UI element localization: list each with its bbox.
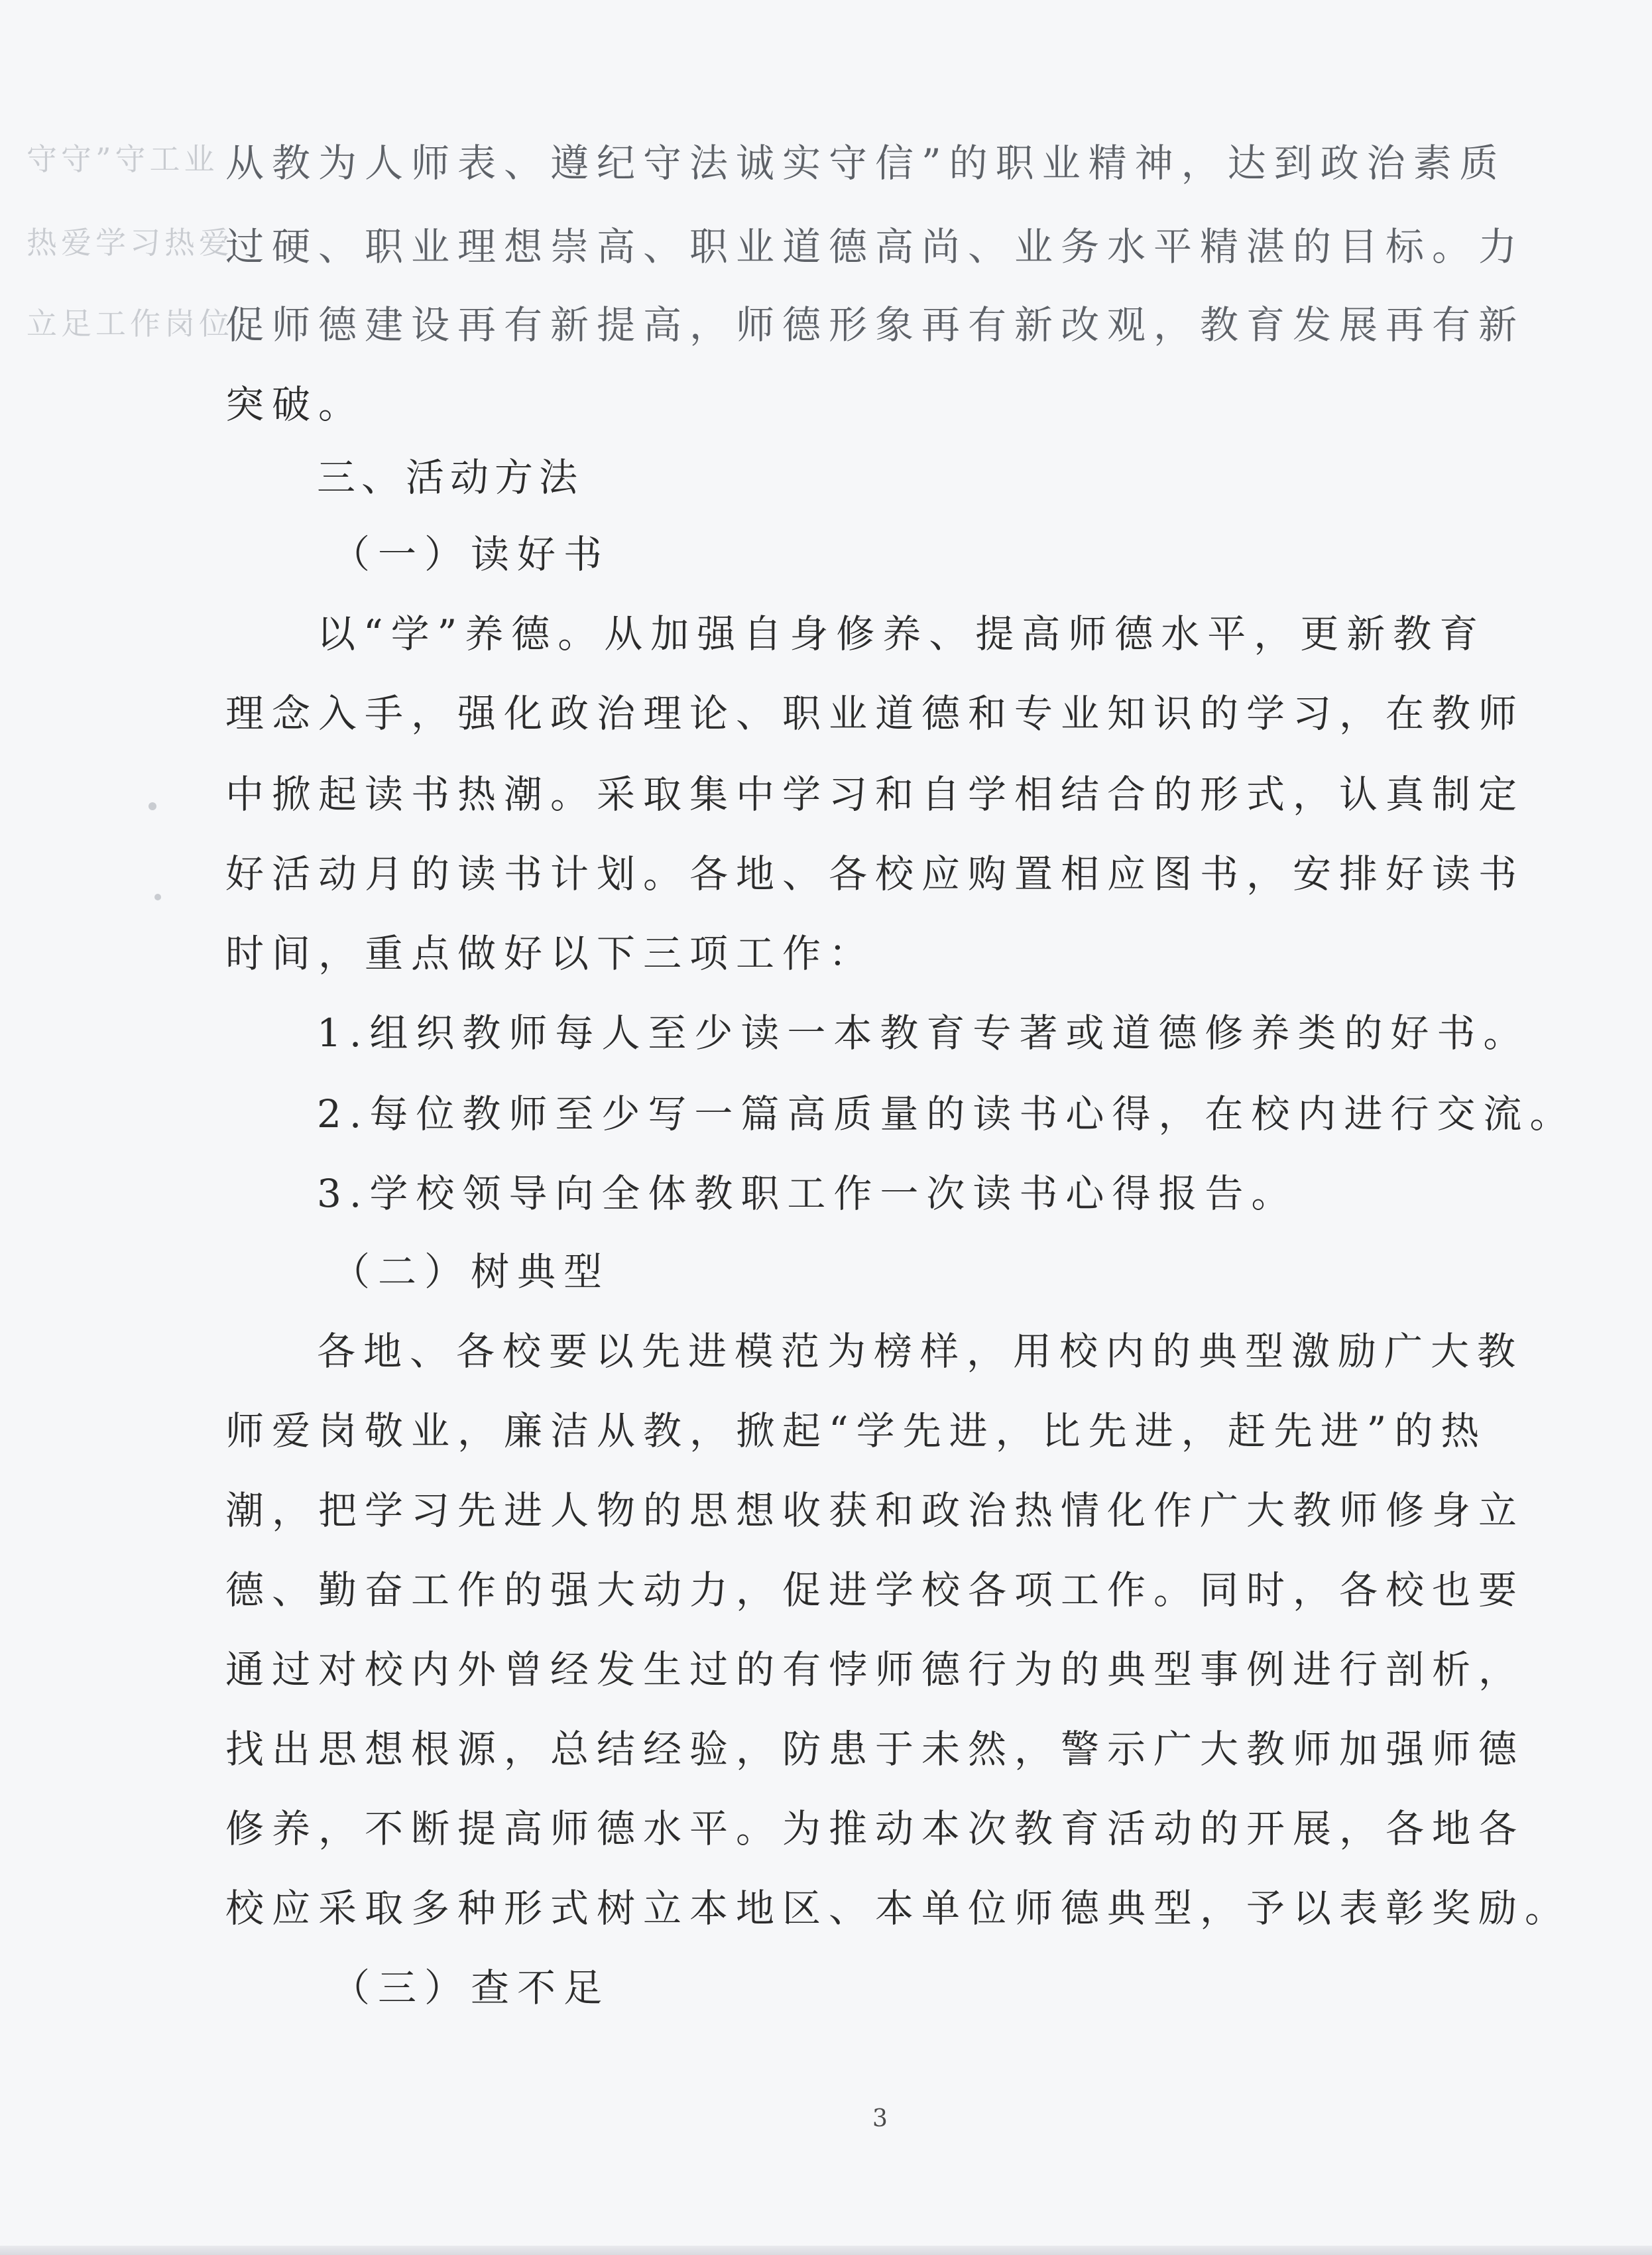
body-text-line: 从教为人师表、遵纪守法诚实守信”的职业精神，达到政治素质 xyxy=(225,141,1506,186)
body-text-line: 师爱岗敬业，廉洁从教，掀起“学先进，比先进，赶先进”的热 xyxy=(225,1408,1488,1453)
subsection-title: （一）读好书 xyxy=(331,532,611,577)
body-text-line: 中掀起读书热潮。采取集中学习和自学相结合的形式，认真制定 xyxy=(225,772,1525,817)
subsection-title: （二）树典型 xyxy=(331,1249,611,1294)
body-text-line: 突破。 xyxy=(225,382,365,427)
body-text-line: 理念入手，强化政治理论、职业道德和专业知识的学习，在教师 xyxy=(225,691,1525,736)
bleed-through-text: 守守”守工业 xyxy=(27,141,219,177)
body-text-line: 好活动月的读书计划。各地、各校应购置相应图书，安排好读书 xyxy=(225,851,1525,896)
body-text-line: 时间，重点做好以下三项工作： xyxy=(225,931,876,976)
list-item: 3.学校领导向全体教职工作一次读书心得报告。 xyxy=(317,1171,1298,1216)
section-heading: 三、活动方法 xyxy=(317,455,584,500)
body-text-line: 校应采取多种形式树立本地区、本单位师德典型，予以表彰奖励。 xyxy=(225,1886,1572,1931)
body-text-line: 德、勤奋工作的强大动力，促进学校各项工作。同时，各校也要 xyxy=(225,1567,1525,1613)
body-text-line: 潮，把学习先进人物的思想收获和政治热情化作广大教师修身立 xyxy=(225,1488,1525,1533)
body-text-line: 过硬、职业理想崇高、职业道德高尚、业务水平精湛的目标。力 xyxy=(225,224,1525,269)
scan-speck xyxy=(148,802,156,810)
bleed-through-text: 立足工作岗位 xyxy=(27,306,233,341)
list-item: 1.组织教师每人至少读一本教育专著或道德修养类的好书。 xyxy=(317,1010,1530,1056)
page-number: 3 xyxy=(872,2105,888,2132)
body-text-line: 找出思想根源，总结经验，防患于未然，警示广大教师加强师德 xyxy=(225,1727,1525,1772)
scan-speck xyxy=(154,894,161,900)
body-text-line: 促师德建设再有新提高，师德形象再有新改观，教育发展再有新 xyxy=(225,302,1525,347)
list-item: 2.每位教师至少写一篇高质量的读书心得，在校内进行交流。 xyxy=(317,1091,1576,1136)
body-text-line: 以“学”养德。从加强自身修养、提高师德水平，更新教育 xyxy=(317,611,1486,656)
body-text-line: 修养，不断提高师德水平。为推动本次教育活动的开展，各地各 xyxy=(225,1806,1525,1851)
bleed-through-text: 热爱学习热爱 xyxy=(27,225,233,261)
scan-bottom-edge xyxy=(0,2246,1652,2255)
body-text-line: 通过对校内外曾经发生过的有悖师德行为的典型事例进行剖析， xyxy=(225,1647,1525,1692)
body-text-line: 各地、各校要以先进模范为榜样，用校内的典型激励广大教 xyxy=(317,1329,1524,1374)
subsection-title: （三）查不足 xyxy=(331,1965,611,2010)
